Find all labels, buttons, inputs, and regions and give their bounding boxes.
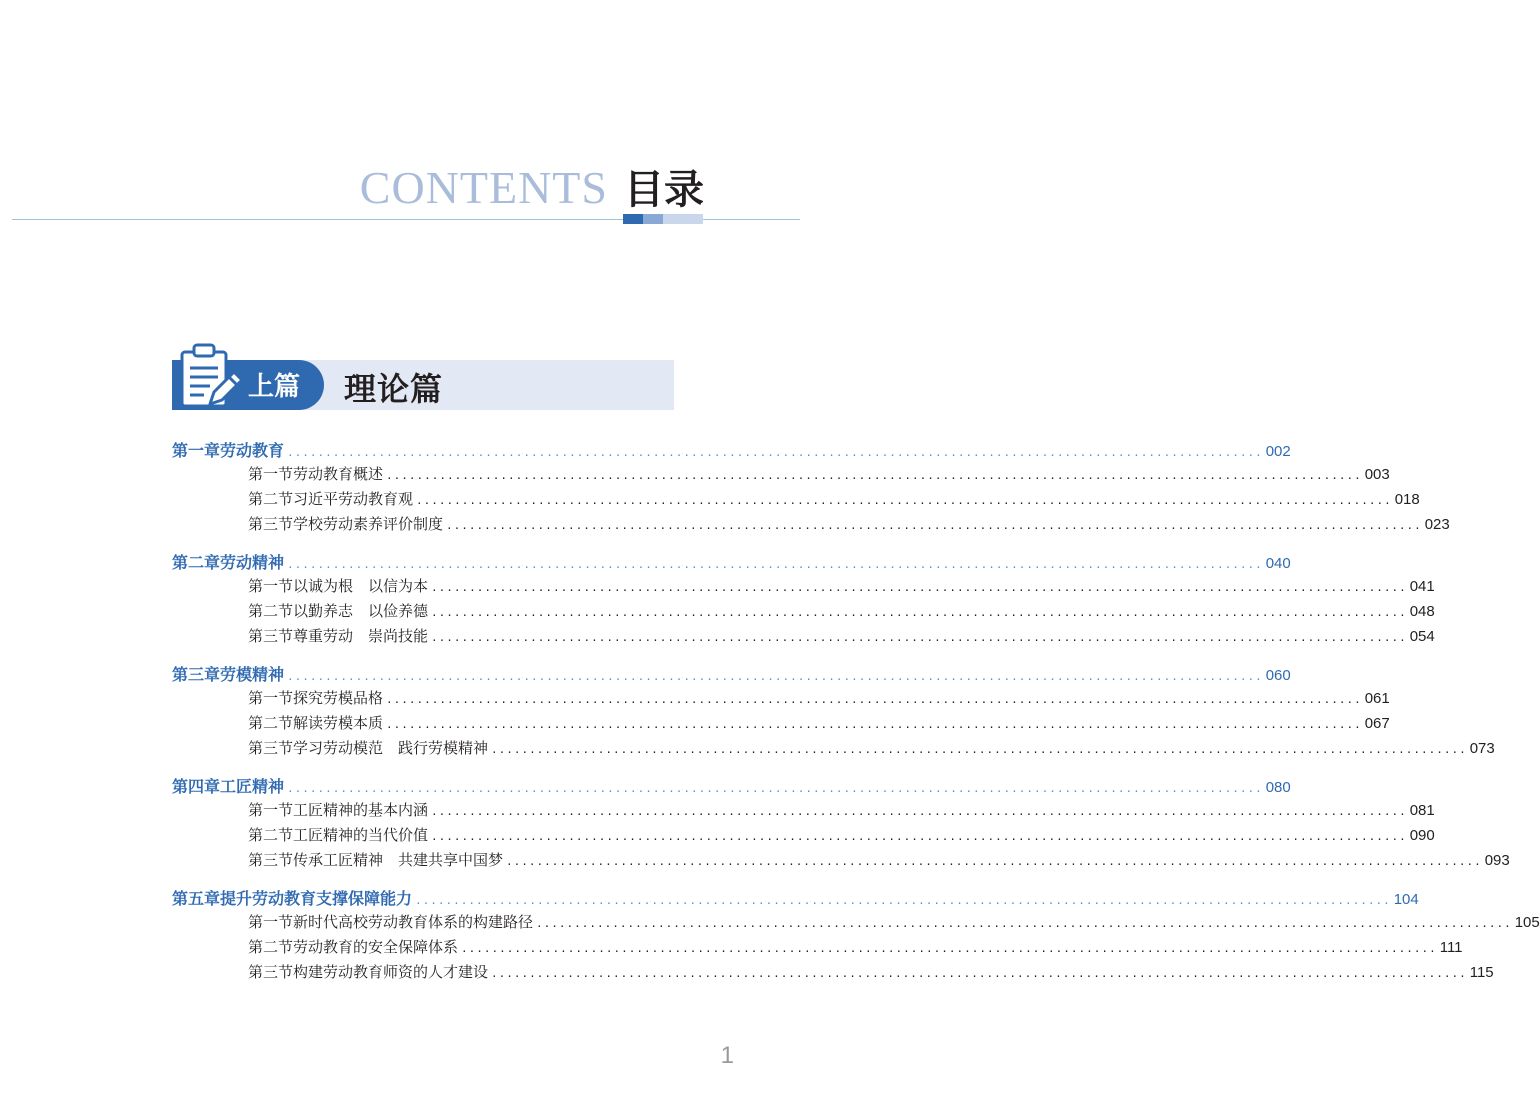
chapter-title: 劳模精神: [220, 665, 285, 684]
section-page: 003: [1364, 466, 1390, 483]
section-page: 105: [1514, 914, 1540, 931]
part-title: 理论篇: [344, 370, 444, 408]
section-title: 劳动教育概述: [293, 465, 384, 483]
dot-leader: ................................................................................................................................: [415, 894, 1391, 907]
section-entry[interactable]: [248, 463, 1390, 488]
section-page: 023: [1424, 516, 1450, 533]
section-title: 新时代高校劳动教育体系的构建路径: [293, 913, 534, 931]
section-page: 041: [1409, 578, 1435, 595]
dot-leader: ................................................................................................................................: [431, 606, 1407, 619]
section-page: 115: [1469, 964, 1494, 981]
dot-leader: ................................................................................................................................: [416, 494, 1392, 507]
chapter-2: [172, 550, 1435, 650]
dot-leader: ................................................................................................................................: [431, 805, 1407, 818]
part-banner: [172, 342, 674, 412]
table-of-contents: [172, 438, 1540, 998]
chapter-entry[interactable]: [172, 662, 1291, 687]
accent-block-dark: [623, 214, 643, 224]
chapter-1: [172, 438, 1450, 538]
dot-leader: ................................................................................................................................: [431, 830, 1407, 843]
section-page: 054: [1409, 628, 1435, 645]
section-entry[interactable]: [248, 911, 1540, 936]
contents-heading: [360, 158, 704, 215]
section-title: 探究劳模品格: [293, 689, 384, 707]
section-number: 第一节: [248, 577, 294, 595]
chapter-entry[interactable]: [172, 438, 1291, 463]
chapter-entry[interactable]: [172, 886, 1419, 911]
section-number: 第一节: [248, 465, 294, 483]
section-title: 解读劳模本质: [293, 714, 384, 732]
dot-leader: ................................................................................................................................: [287, 782, 1263, 795]
section-entry[interactable]: [248, 712, 1390, 737]
section-entry[interactable]: [248, 824, 1435, 849]
dot-leader: ................................................................................................................................: [386, 469, 1362, 482]
section-entry[interactable]: [248, 799, 1435, 824]
chapter-page: 104: [1393, 891, 1419, 908]
section-title: 尊重劳动 崇尚技能: [293, 627, 429, 645]
chapter-page: 040: [1265, 555, 1291, 572]
section-number: 第二节: [248, 602, 294, 620]
section-page: 018: [1394, 491, 1420, 508]
section-entry[interactable]: [248, 513, 1450, 538]
chapter-number: 第二章: [172, 553, 221, 572]
chapter-title: 劳动教育: [220, 441, 285, 460]
chapter-number: 第一章: [172, 441, 221, 460]
section-title: 传承工匠精神 共建共享中国梦: [293, 851, 504, 869]
accent-block-mid: [643, 214, 663, 224]
chapter-title: 提升劳动教育支撑保障能力: [220, 889, 413, 908]
part-label: 上篇: [248, 372, 301, 402]
section-entry[interactable]: [248, 849, 1510, 874]
section-entry[interactable]: [248, 625, 1435, 650]
section-title: 学习劳动模范 践行劳模精神: [293, 739, 489, 757]
dot-leader: ................................................................................................................................: [491, 967, 1467, 980]
section-entry[interactable]: [248, 961, 1494, 986]
dot-leader: ................................................................................................................................: [536, 917, 1512, 930]
section-entry[interactable]: [248, 600, 1435, 625]
dot-leader: ................................................................................................................................: [461, 942, 1437, 955]
header-accent-blocks: [623, 214, 703, 224]
chapter-title: 劳动精神: [220, 553, 285, 572]
chapter-number: 第三章: [172, 665, 221, 684]
section-number: 第三节: [248, 515, 294, 533]
dot-leader: ................................................................................................................................: [431, 581, 1407, 594]
contents-title-cn: 目录: [624, 167, 704, 213]
section-page: 081: [1409, 802, 1435, 819]
contents-title-en: CONTENTS: [359, 162, 608, 213]
section-title: 构建劳动教育师资的人才建设: [293, 963, 489, 981]
chapter-page: 002: [1265, 443, 1291, 460]
section-number: 第三节: [248, 627, 294, 645]
section-number: 第二节: [248, 938, 294, 956]
section-number: 第一节: [248, 913, 294, 931]
dot-leader: ................................................................................................................................: [287, 670, 1263, 683]
section-number: 第二节: [248, 826, 294, 844]
section-title: 以诚为根 以信为本: [293, 577, 429, 595]
chapter-3: [172, 662, 1495, 762]
section-entry[interactable]: [248, 575, 1435, 600]
section-title: 以勤养志 以俭养德: [293, 602, 429, 620]
section-page: 067: [1364, 715, 1390, 732]
section-title: 学校劳动素养评价制度: [293, 515, 444, 533]
section-title: 习近平劳动教育观: [293, 490, 414, 508]
section-number: 第二节: [248, 714, 294, 732]
section-page: 048: [1409, 603, 1435, 620]
dot-leader: ................................................................................................................................: [386, 718, 1362, 731]
section-page: 111: [1439, 939, 1463, 956]
dot-leader: ................................................................................................................................: [506, 855, 1482, 868]
chapter-entry[interactable]: [172, 774, 1291, 799]
chapter-5: [172, 886, 1540, 986]
section-title: 工匠精神的基本内涵: [293, 801, 429, 819]
accent-block-light: [663, 214, 703, 224]
chapter-entry[interactable]: [172, 550, 1291, 575]
section-page: 061: [1364, 690, 1390, 707]
dot-leader: ................................................................................................................................: [287, 446, 1263, 459]
dot-leader: ................................................................................................................................: [446, 519, 1422, 532]
dot-leader: ................................................................................................................................: [431, 631, 1407, 644]
chapter-number: 第四章: [172, 777, 221, 796]
section-number: 第二节: [248, 490, 294, 508]
dot-leader: ................................................................................................................................: [491, 743, 1467, 756]
dot-leader: ................................................................................................................................: [287, 558, 1263, 571]
section-number: 第三节: [248, 739, 294, 757]
chapter-number: 第五章: [172, 889, 221, 908]
section-page: 073: [1469, 740, 1495, 757]
section-entry[interactable]: [248, 687, 1390, 712]
section-title: 工匠精神的当代价值: [293, 826, 429, 844]
section-number: 第一节: [248, 689, 294, 707]
chapter-page: 060: [1265, 667, 1291, 684]
section-number: 第三节: [248, 851, 294, 869]
clipboard-pencil-icon: [176, 342, 250, 412]
section-entry[interactable]: [248, 936, 1463, 961]
section-number: 第一节: [248, 801, 294, 819]
section-title: 劳动教育的安全保障体系: [293, 938, 459, 956]
section-entry[interactable]: [248, 737, 1495, 762]
dot-leader: ................................................................................................................................: [386, 693, 1362, 706]
section-page: 093: [1484, 852, 1510, 869]
chapter-page: 080: [1265, 779, 1291, 796]
page-number: 1: [720, 1042, 734, 1069]
section-entry[interactable]: [248, 488, 1420, 513]
chapter-title: 工匠精神: [220, 777, 285, 796]
section-page: 090: [1409, 827, 1435, 844]
section-number: 第三节: [248, 963, 294, 981]
chapter-4: [172, 774, 1510, 874]
